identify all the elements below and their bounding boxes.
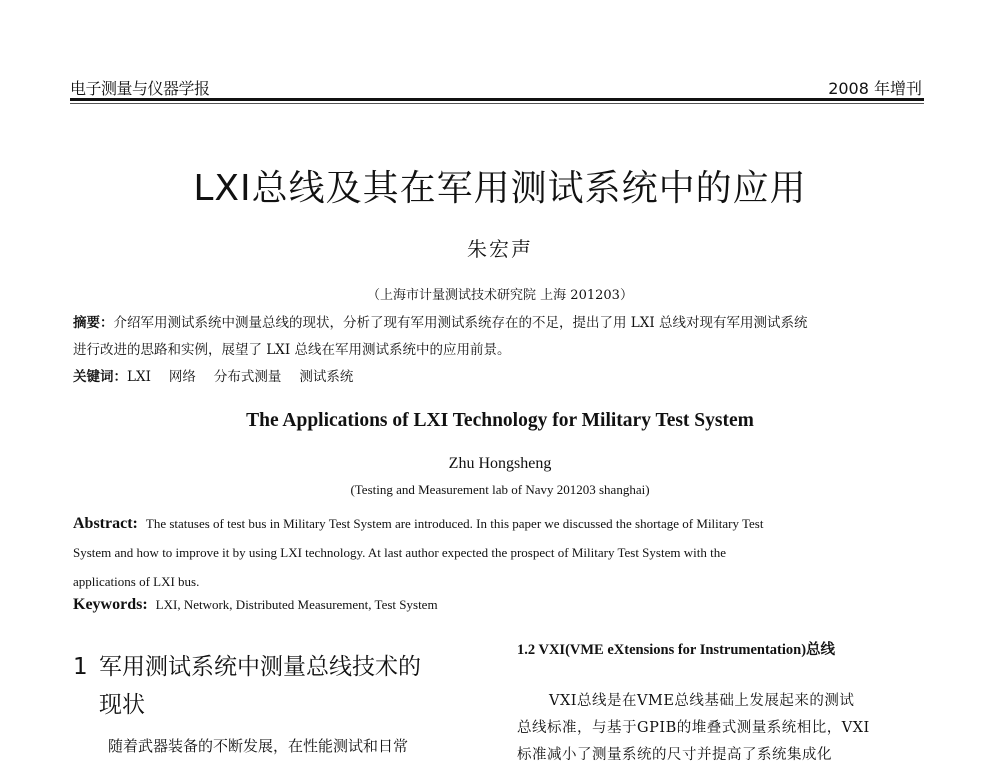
section-title-line-1: 军用测试系统中测量总线技术的: [99, 654, 421, 680]
abstract-en: [73, 509, 933, 596]
keyword-cn: LXI: [127, 369, 151, 385]
abstract-cn-line-1: 摘要：介绍军用测试系统中测量总线的现状，分析了现有军用测试系统存在的不足，提出了用 LXI 总线对现有军用测试系统: [73, 315, 808, 331]
issue-label: 2008 年增刊: [828, 79, 922, 98]
keyword-cn: 测试系统: [299, 369, 354, 385]
abstract-en-line-3: applications of LXI bus.: [73, 574, 200, 589]
abstract-en-label: Abstract:: [73, 515, 138, 532]
affiliation-cn: （上海市计量测试技术研究院 上海 201203）: [367, 288, 633, 303]
keywords-en-text: LXI, Network, Distributed Measurement, Test System: [155, 597, 438, 612]
abstract-cn: [73, 310, 933, 364]
section-1-2-paragraph: [517, 688, 927, 769]
abstract-cn-line-2: 进行改进的思路和实例，展望了 LXI 总线在军用测试系统中的应用前景。: [73, 342, 511, 358]
author-en: Zhu Hongsheng: [448, 455, 552, 472]
paragraph-line: VXI总线是在VME总线基础上发展起来的测试: [549, 693, 855, 709]
section-1-paragraph: 随着武器装备的不断发展，在性能测试和日常: [108, 737, 409, 755]
section-1-2-heading: 1.2 VXI(VME eXtensions for Instrumentation)总线: [517, 642, 836, 658]
keywords-en-label: Keywords:: [73, 596, 148, 613]
paragraph-line: 标准减小了测量系统的尺寸并提高了系统集成化: [517, 747, 832, 763]
keywords-cn-label: 关键词：: [73, 369, 127, 385]
section-title-line-2: 现状: [99, 692, 145, 718]
paper-title-en: The Applications of LXI Technology for Military Test System: [246, 410, 754, 431]
affiliation-en: (Testing and Measurement lab of Navy 201203 shanghai): [350, 482, 650, 497]
header-rule-thin: [70, 103, 924, 104]
section-1-heading: [73, 648, 493, 724]
keyword-cn: 网络: [168, 369, 196, 385]
abstract-en-line-1: Abstract: The statuses of test bus in Military Test System are introduced. In this paper we discussed the shortage of Military Test: [73, 515, 764, 532]
paragraph-line: 总线标准，与基于GPIB的堆叠式测量系统相比，VXI: [517, 720, 870, 736]
abstract-en-line-2: System and how to improve it by using LXI technology. At last author expected the prospect of Military Test System with the: [73, 545, 726, 560]
abstract-cn-label: 摘要：: [73, 315, 114, 331]
running-header: [70, 76, 922, 100]
section-number: 1: [73, 654, 88, 680]
paper-title-cn: LXI总线及其在军用测试系统中的应用: [193, 168, 807, 209]
journal-name: 电子测量与仪器学报: [70, 79, 210, 98]
keywords-cn: [73, 366, 933, 388]
keywords-en: [73, 594, 933, 616]
keyword-cn: 分布式测量: [213, 369, 282, 385]
header-rule-thick: [70, 98, 924, 101]
author-cn: 朱宏声: [467, 237, 533, 261]
